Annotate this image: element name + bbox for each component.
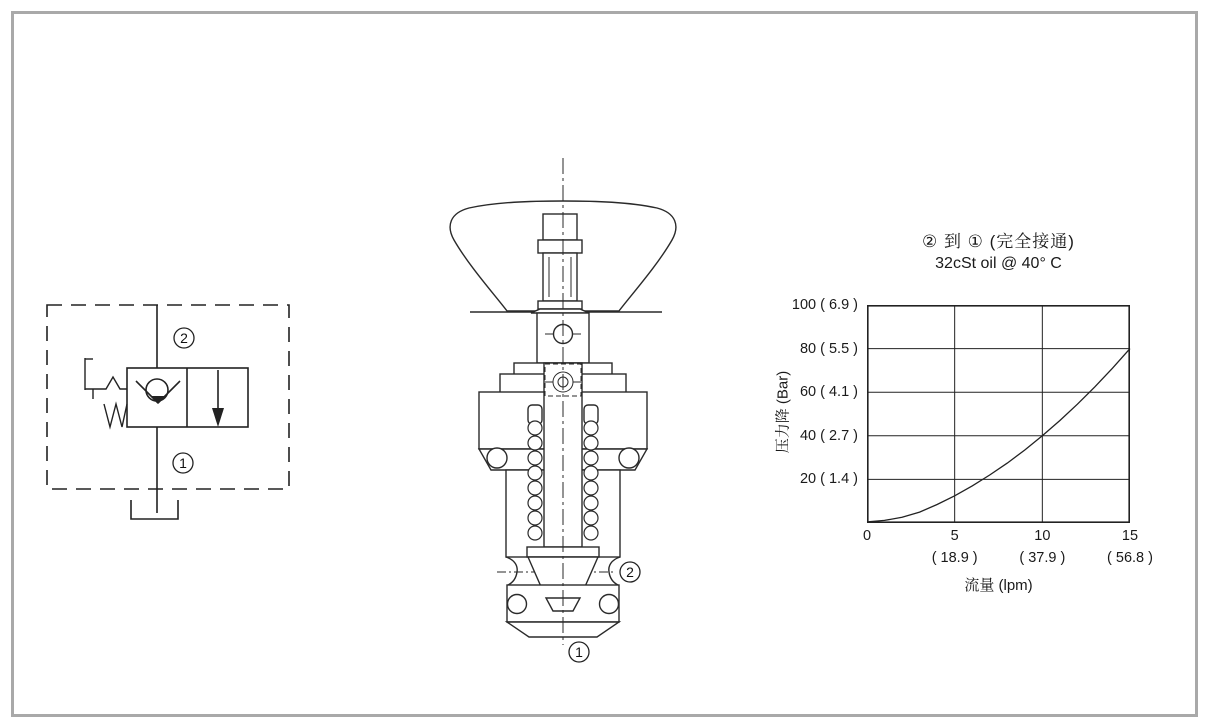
manual-actuator-icon [85, 358, 127, 427]
performance-chart [760, 225, 1209, 615]
y-tick-label: 20 ( 1.4 ) [799, 471, 858, 488]
x-tick-label: 15 [1121, 528, 1139, 544]
y-tick-label: 80 ( 5.5 ) [799, 340, 858, 357]
chart-plot-svg [867, 305, 1130, 523]
plot-border [868, 306, 1129, 522]
section-port-1-label: 1 [575, 644, 583, 660]
o-ring-icon [508, 595, 527, 614]
y-axis-title: 压力降 (Bar) [774, 370, 792, 454]
chart-subtitle: 32cSt oil @ 40° C [935, 255, 1062, 272]
valve-cross-section [425, 150, 715, 695]
x-tick-label: 0 [862, 528, 872, 544]
chart-title: ② 到 ① (完全接通) [922, 232, 1075, 251]
x-tick-secondary-label: ( 18.9 ) [931, 550, 978, 566]
y-tick-label: 40 ( 2.7 ) [799, 427, 858, 444]
o-ring-icon [600, 595, 619, 614]
hydraulic-symbol-schematic [30, 280, 310, 570]
tank-icon [131, 500, 178, 519]
two-position-valve-symbol [127, 368, 248, 427]
port-2-label: 2 [180, 330, 188, 346]
x-tick-label: 10 [1034, 528, 1051, 544]
section-port-2-label: 2 [626, 564, 634, 580]
o-ring-icon [487, 448, 507, 468]
y-tick-label: 100 ( 6.9 ) [791, 297, 858, 313]
spring-icon [104, 404, 127, 427]
port-1-label: 1 [179, 455, 187, 471]
x-tick-label: 5 [950, 528, 959, 544]
o-ring-icon [619, 448, 639, 468]
x-tick-secondary-label: ( 56.8 ) [1107, 550, 1153, 566]
y-tick-label: 60 ( 4.1 ) [799, 384, 858, 401]
x-tick-secondary-label: ( 37.9 ) [1019, 550, 1066, 566]
pressure-drop-curve [867, 349, 1130, 522]
x-axis-title: 流量 (lpm) [964, 577, 1033, 594]
